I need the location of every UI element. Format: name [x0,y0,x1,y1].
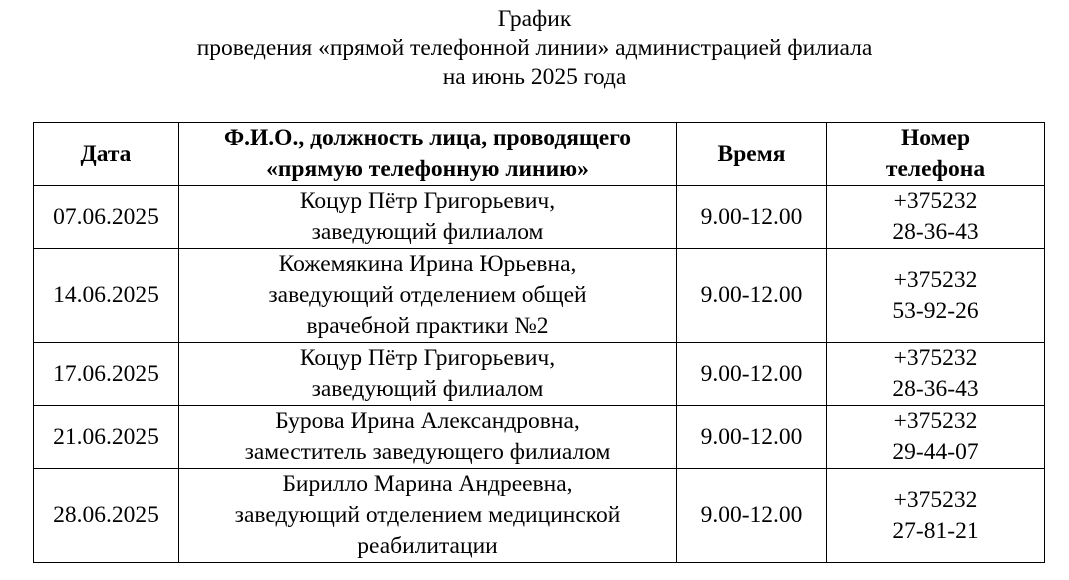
title-line-3: на июнь 2025 года [442,64,627,90]
cell-phone [827,249,1045,343]
time-value: 9.00-12.00 [700,360,803,387]
header-time [677,123,827,186]
cell-person [179,249,677,343]
phone-code: +375232 [893,188,978,214]
header-date [34,123,179,186]
time-value: 9.00-12.00 [700,203,803,230]
cell-time [677,469,827,563]
title-line-1: График [497,6,572,32]
person-name: Кожемякина Ирина Юрьевна, [278,251,577,277]
person-position: заведующий отделением общей [268,282,587,308]
person-position: заведующий филиалом [311,376,544,402]
header-person-line-2: «прямую телефонную линию» [266,156,589,182]
cell-phone [827,343,1045,406]
phone-code: +375232 [893,486,978,513]
table-row [34,469,1045,563]
cell-time [677,249,827,343]
person-position: заведующий отделением медицинской [234,502,621,528]
header-date-label: Дата [80,140,132,167]
phone-code: +375232 [893,345,978,371]
date-value: 17.06.2025 [53,360,159,387]
person-position: заместитель заведующего филиалом [244,439,611,465]
header-person [179,123,677,186]
document-heading [0,5,1069,92]
time-value: 9.00-12.00 [700,423,803,450]
date-value: 14.06.2025 [53,282,159,308]
cell-time [677,406,827,469]
date-value: 21.06.2025 [53,423,159,450]
cell-phone [827,186,1045,249]
title-line-2: проведения «прямой телефонной линии» администрацией филиала [196,35,873,61]
time-value: 9.00-12.00 [700,502,803,528]
table-row [34,186,1045,249]
person-name: Коцур Пётр Григорьевич, [299,188,556,214]
cell-date [34,343,179,406]
phone-number: 53-92-26 [892,297,979,324]
phone-code: +375232 [893,408,978,434]
cell-person [179,343,677,406]
person-position-cont: врачебной практики №2 [306,313,549,339]
cell-date [34,469,179,563]
cell-phone [827,406,1045,469]
phone-number: 27-81-21 [892,517,979,544]
table-row [34,249,1045,343]
cell-person [179,469,677,563]
person-name: Бурова Ирина Александровна, [275,408,580,434]
header-phone [827,123,1045,186]
person-position-cont: реабилитации [357,533,498,559]
header-person-line-1: Ф.И.О., должность лица, проводящего [223,125,632,151]
table-row [34,343,1045,406]
cell-date [34,186,179,249]
person-name: Коцур Пётр Григорьевич, [299,345,556,371]
phone-number: 28-36-43 [892,219,979,245]
cell-time [677,343,827,406]
header-phone-line-2: телефона [885,156,986,182]
header-time-label: Время [717,140,786,167]
date-value: 28.06.2025 [53,502,159,528]
person-name: Бирилло Марина Андреевна, [282,471,573,497]
table-row [34,406,1045,469]
phone-number: 29-44-07 [892,439,979,465]
phone-number: 28-36-43 [892,376,979,402]
schedule-table [33,122,1045,563]
cell-date [34,406,179,469]
cell-person [179,186,677,249]
phone-code: +375232 [893,266,978,293]
cell-phone [827,469,1045,563]
cell-person [179,406,677,469]
cell-date [34,249,179,343]
table-header-row [34,123,1045,186]
header-phone-line-1: Номер [900,125,971,151]
person-position: заведующий филиалом [311,219,544,245]
date-value: 07.06.2025 [53,203,159,230]
time-value: 9.00-12.00 [700,282,803,308]
cell-time [677,186,827,249]
